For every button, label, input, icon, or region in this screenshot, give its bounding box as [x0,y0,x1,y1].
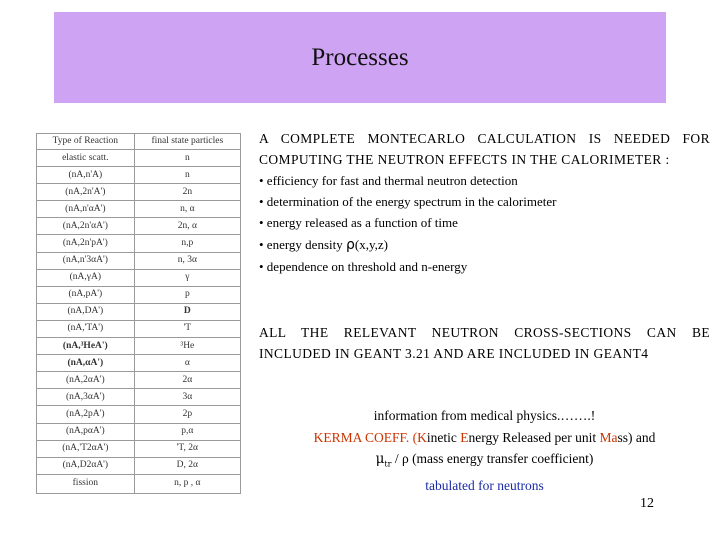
table-row [37,201,241,218]
reaction-cell: (nA,pA') [37,286,135,303]
reaction-cell: (nA,³HeA') [37,338,135,355]
table-row [37,150,241,167]
kerma-line [259,427,710,449]
table-row [37,372,241,389]
particles-cell: n, p , α [134,474,240,493]
particles-cell: n, 3α [134,252,240,269]
particles-cell: 2n, α [134,218,240,235]
reaction-cell: (nA,γA) [37,269,135,286]
reaction-cell: (nA,n'αA') [37,201,135,218]
table-row [37,440,241,457]
cross-sections-paragraph: ALL THE RELEVANT NEUTRON CROSS-SECTIONS CAN BE INCLUDED IN GEANT 3.21 AND ARE INCLUDED IN GEANT4 [259,325,710,361]
particles-cell: p,α [134,423,240,440]
reaction-cell: (nA,'TA') [37,320,135,337]
reaction-cell: (nA,3αA') [37,389,135,406]
particles-cell: 2p [134,406,240,423]
reaction-cell: (nA,DA') [37,303,135,320]
particles-cell: 'T [134,320,240,337]
bullet-text: (x,y,z) [354,236,388,252]
bullet-item [259,234,710,256]
table-row [37,184,241,201]
medical-physics-block [259,405,710,497]
reaction-cell: (nA,D2αA') [37,457,135,474]
table-row [37,252,241,269]
particles-cell: 2n [134,184,240,201]
title-banner [54,12,666,103]
table-row [37,355,241,372]
kerma-k-letter: K [417,429,427,445]
table-row [37,457,241,474]
kerma-text: inetic [426,429,461,445]
table-row [37,338,241,355]
slide-title: Processes [311,43,409,71]
mu-symbol: $\mu_{tr}$ [375,451,392,469]
reaction-cell: (nA,2n'pA') [37,235,135,252]
mu-line [259,448,710,475]
reaction-cell: (nA,αA') [37,355,135,372]
cross-sections-block [259,323,710,364]
particles-cell: D, 2α [134,457,240,474]
kerma-prefix: KERMA COEFF. ( [313,429,418,445]
particles-cell: n [134,150,240,167]
particles-cell: 3α [134,389,240,406]
reaction-cell: fission [37,474,135,493]
info-line: information from medical physics.…….! [373,408,596,423]
table-row [37,269,241,286]
reaction-cell: (nA,n'3αA') [37,252,135,269]
table-row [37,474,241,493]
table-row [37,406,241,423]
particles-cell: 'T, 2α [134,440,240,457]
reaction-cell: (nA,2αA') [37,372,135,389]
table-row [37,167,241,184]
page-number: 12 [640,496,654,511]
table-header-row [37,134,241,150]
kerma-e-letter: E [460,429,469,445]
bullet-list [259,170,710,277]
particles-cell: 2α [134,372,240,389]
reaction-cell: (nA,2pA') [37,406,135,423]
column-header-reaction: Type of Reaction [37,134,135,150]
table-row [37,235,241,252]
particles-cell: γ [134,269,240,286]
table-row [37,320,241,337]
reaction-cell: (nA,n'A) [37,167,135,184]
bullet-item: • efficiency for fast and thermal neutron detection [259,173,518,188]
bullet-item: • energy released as a function of time [259,215,458,231]
mu-description: / ρ (mass energy transfer coefficient) [391,451,594,466]
rho-symbol: ρ [346,236,355,253]
particles-cell: D [134,303,240,320]
main-text-block [259,128,710,277]
particles-cell: n,p [134,235,240,252]
intro-paragraph: A COMPLETE MONTECARLO CALCULATION IS NEEDED FOR COMPUTING THE NEUTRON EFFECTS IN THE CALORIMETER : [259,131,710,167]
reaction-cell: (nA,2n'A') [37,184,135,201]
bullet-item: • determination of the energy spectrum in the calorimeter [259,194,557,210]
particles-cell: n, α [134,201,240,218]
table-row [37,423,241,440]
tabulated-line: tabulated for neutrons [425,478,544,494]
kerma-ma-letters: Ma [599,429,618,445]
particles-cell: n [134,167,240,184]
table-row [37,218,241,235]
table-row [37,286,241,303]
table-row [37,303,241,320]
bullet-item: • dependence on threshold and n-energy [259,258,468,274]
reaction-cell: (nA,pαA') [37,423,135,440]
kerma-text: ss) and [617,429,656,445]
bullet-text: • energy density [259,236,346,252]
kerma-text: nergy Released per unit [468,429,600,445]
particles-cell: α [134,355,240,372]
column-header-particles: final state particles [134,134,240,150]
reaction-cell: elastic scatt. [37,150,135,167]
reaction-table [36,133,241,494]
particles-cell: p [134,286,240,303]
table-row [37,389,241,406]
reaction-cell: (nA,'T2αA') [37,440,135,457]
reaction-cell: (nA,2n'αA') [37,218,135,235]
particles-cell: ³He [134,338,240,355]
